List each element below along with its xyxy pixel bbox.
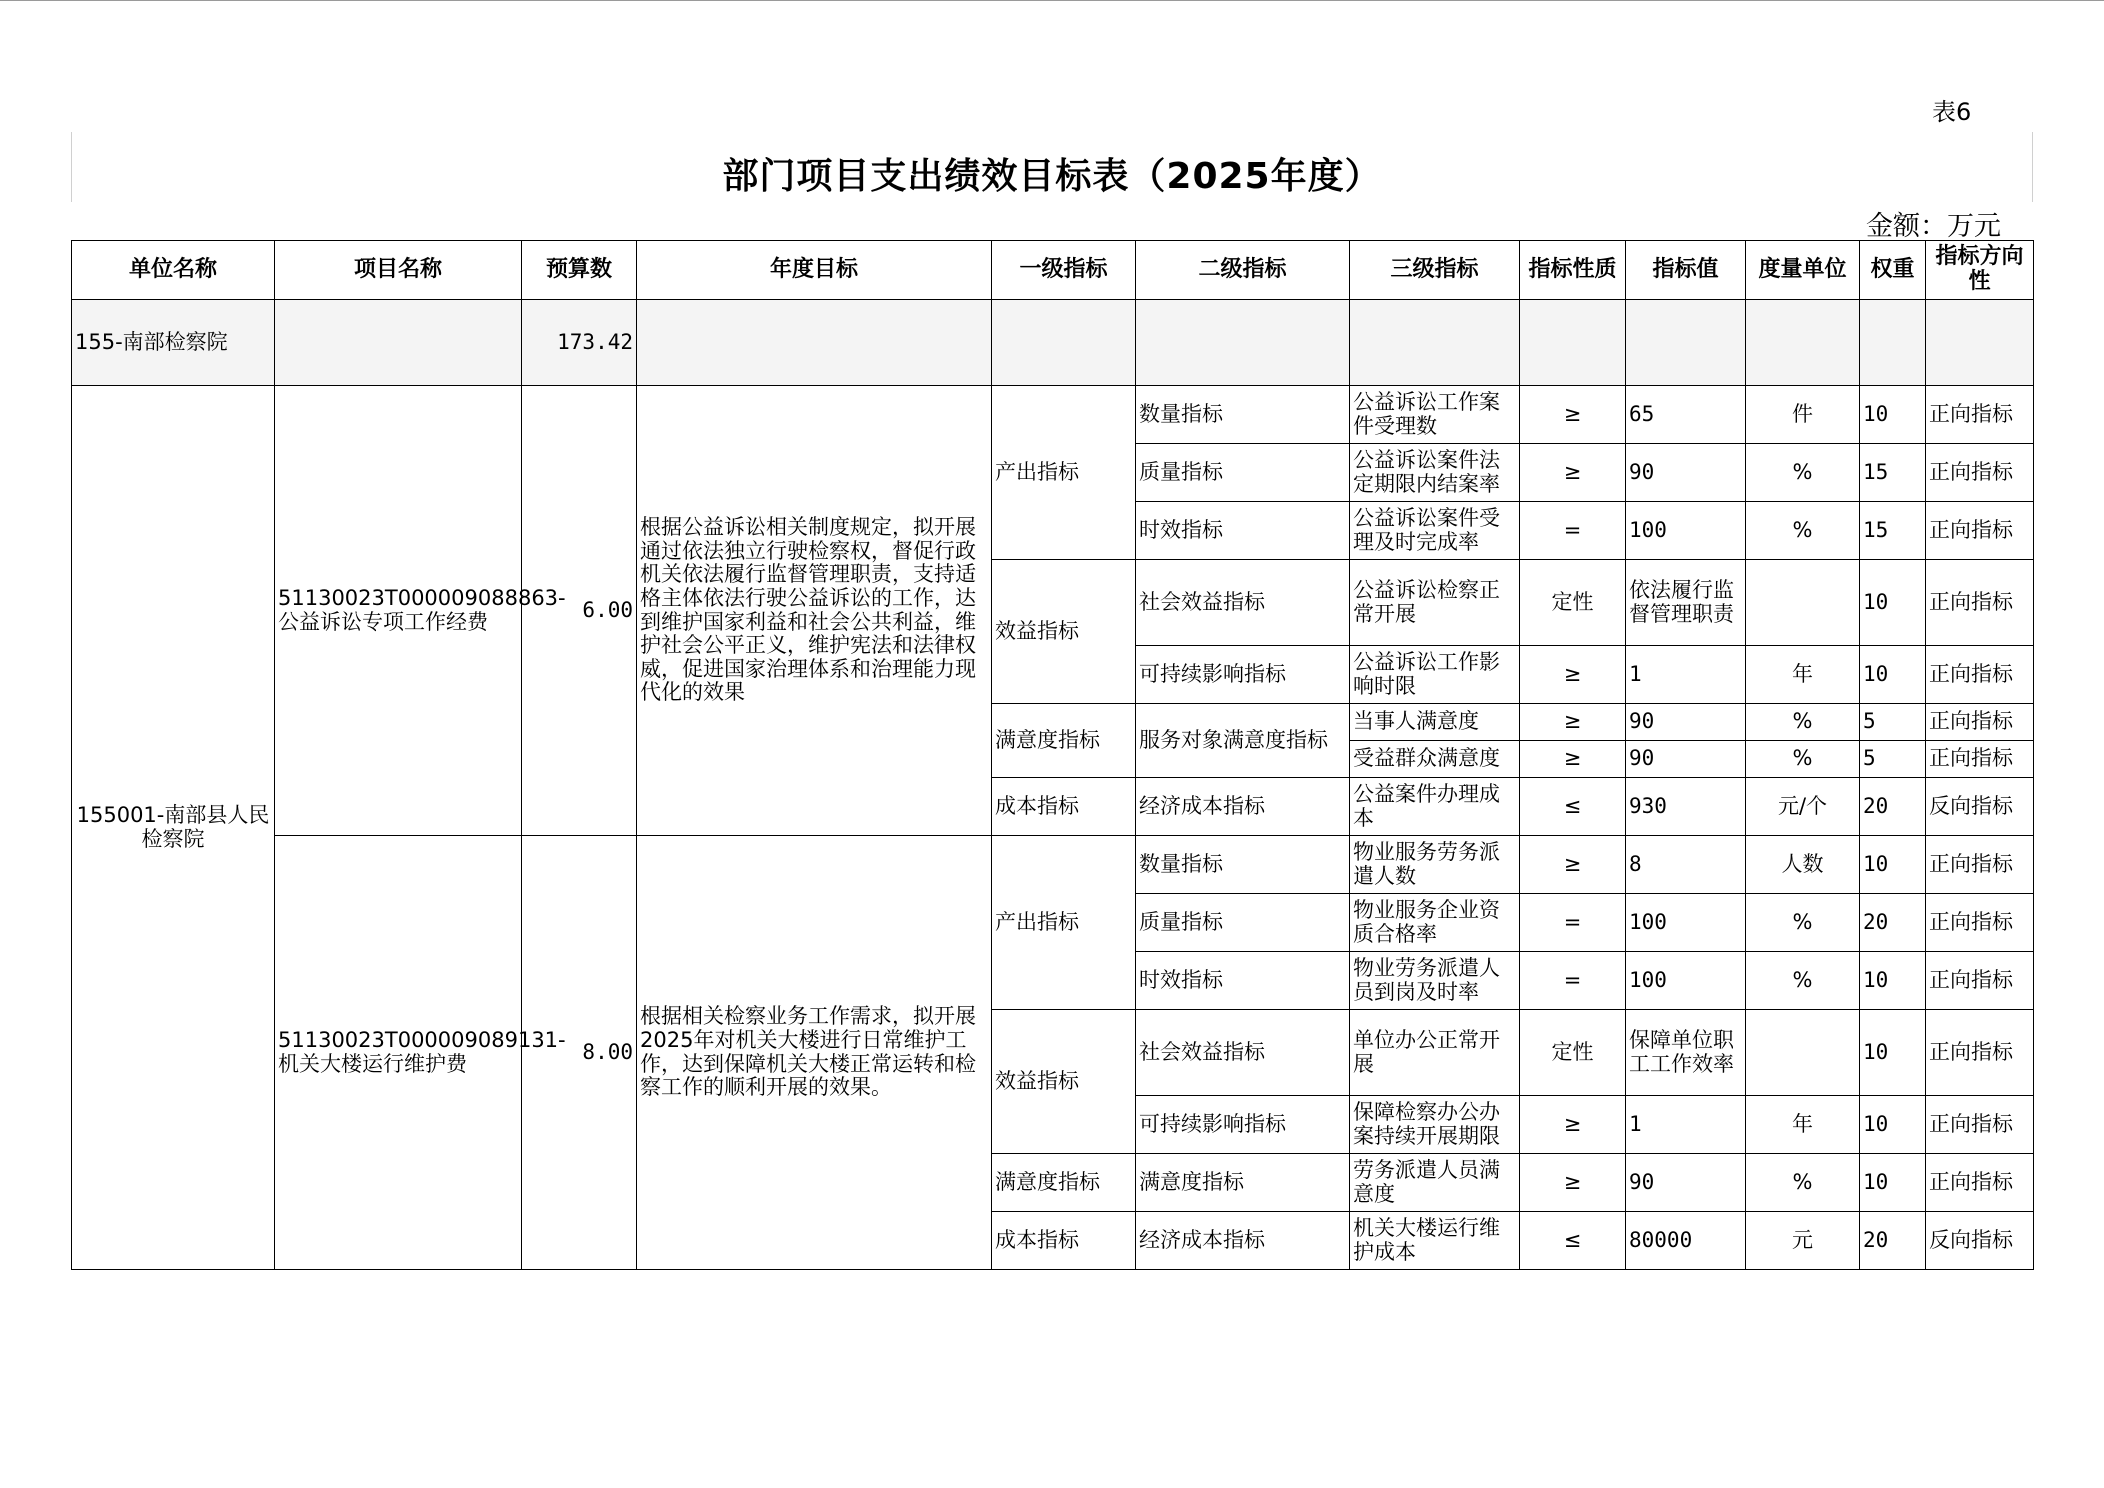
summary-empty — [1350, 300, 1520, 386]
level2-cell: 可持续影响指标 — [1136, 646, 1350, 704]
header-level2: 二级指标 — [1136, 241, 1350, 300]
measure-unit-cell: 元 — [1746, 1212, 1860, 1270]
level3-cell: 公益诉讼案件法定期限内结案率 — [1350, 444, 1520, 502]
value-cell: 保障单位职工工作效率 — [1626, 1010, 1746, 1096]
level2-cell: 质量指标 — [1136, 894, 1350, 952]
direction-cell: 正向指标 — [1926, 444, 2034, 502]
level3-cell: 受益群众满意度 — [1350, 741, 1520, 778]
header-row — [72, 241, 2034, 300]
summary-empty — [637, 300, 992, 386]
value-cell: 100 — [1626, 502, 1746, 560]
level1-cell: 产出指标 — [992, 386, 1136, 560]
annual-goal-cell: 根据相关检察业务工作需求，拟开展2025年对机关大楼进行日常维护工作，达到保障机关大楼正常运转和检察工作的顺利开展的效果。 — [637, 836, 992, 1270]
summary-budget: 173.42 — [522, 300, 637, 386]
nature-cell: ≥ — [1520, 836, 1626, 894]
direction-cell: 反向指标 — [1926, 778, 2034, 836]
value-cell: 1 — [1626, 646, 1746, 704]
table-row — [72, 386, 2034, 444]
level1-cell: 满意度指标 — [992, 704, 1136, 778]
summary-empty — [275, 300, 522, 386]
amount-unit-label: 金额：万元 — [1866, 211, 2001, 242]
page-title: 部门项目支出绩效目标表（2025年度） — [722, 156, 1382, 197]
project-name-cell: 51130023T000009089131-机关大楼运行维护费 — [275, 836, 522, 1270]
measure-unit-cell: % — [1746, 741, 1860, 778]
header-level3: 三级指标 — [1350, 241, 1520, 300]
level1-cell: 满意度指标 — [992, 1154, 1136, 1212]
weight-cell: 10 — [1860, 646, 1926, 704]
level3-cell: 劳务派遣人员满意度 — [1350, 1154, 1520, 1212]
value-cell: 100 — [1626, 894, 1746, 952]
weight-cell: 10 — [1860, 836, 1926, 894]
value-cell: 1 — [1626, 1096, 1746, 1154]
weight-cell: 5 — [1860, 741, 1926, 778]
nature-cell: ≥ — [1520, 704, 1626, 741]
table-number-label: 表6 — [1932, 98, 1972, 126]
value-cell: 90 — [1626, 1154, 1746, 1212]
nature-cell: ≥ — [1520, 741, 1626, 778]
value-cell: 65 — [1626, 386, 1746, 444]
direction-cell: 正向指标 — [1926, 894, 2034, 952]
level1-cell: 成本指标 — [992, 1212, 1136, 1270]
weight-cell: 10 — [1860, 952, 1926, 1010]
direction-cell: 正向指标 — [1926, 741, 2034, 778]
level2-cell: 经济成本指标 — [1136, 1212, 1350, 1270]
summary-empty — [1136, 300, 1350, 386]
measure-unit-cell: % — [1746, 952, 1860, 1010]
weight-cell: 10 — [1860, 560, 1926, 646]
project-budget-cell: 8.00 — [522, 836, 637, 1270]
level3-cell: 公益诉讼工作影响时限 — [1350, 646, 1520, 704]
measure-unit-cell: 年 — [1746, 1096, 1860, 1154]
direction-cell: 正向指标 — [1926, 646, 2034, 704]
summary-empty — [1926, 300, 2034, 386]
header-budget: 预算数 — [522, 241, 637, 300]
summary-empty — [1746, 300, 1860, 386]
nature-cell: = — [1520, 894, 1626, 952]
value-cell: 100 — [1626, 952, 1746, 1010]
nature-cell: ≥ — [1520, 444, 1626, 502]
nature-cell: ≤ — [1520, 1212, 1626, 1270]
project-name-cell: 51130023T000009088863-公益诉讼专项工作经费 — [275, 386, 522, 836]
measure-unit-cell: % — [1746, 444, 1860, 502]
weight-cell: 15 — [1860, 502, 1926, 560]
value-cell: 90 — [1626, 741, 1746, 778]
level2-cell: 质量指标 — [1136, 444, 1350, 502]
nature-cell: 定性 — [1520, 1010, 1626, 1096]
header-measure-unit: 度量单位 — [1746, 241, 1860, 300]
measure-unit-cell: 年 — [1746, 646, 1860, 704]
nature-cell: ≥ — [1520, 1096, 1626, 1154]
performance-goal-table — [71, 240, 2034, 1270]
direction-cell: 正向指标 — [1926, 1154, 2034, 1212]
nature-cell: ≥ — [1520, 1154, 1626, 1212]
level1-cell: 产出指标 — [992, 836, 1136, 1010]
value-cell: 90 — [1626, 444, 1746, 502]
level1-cell: 效益指标 — [992, 560, 1136, 704]
level3-cell: 公益诉讼工作案件受理数 — [1350, 386, 1520, 444]
level3-cell: 当事人满意度 — [1350, 704, 1520, 741]
level3-cell: 机关大楼运行维护成本 — [1350, 1212, 1520, 1270]
direction-cell: 正向指标 — [1926, 836, 2034, 894]
direction-cell: 正向指标 — [1926, 952, 2034, 1010]
direction-cell: 正向指标 — [1926, 1010, 2034, 1096]
weight-cell: 20 — [1860, 778, 1926, 836]
level1-cell: 效益指标 — [992, 1010, 1136, 1154]
direction-cell: 正向指标 — [1926, 560, 2034, 646]
measure-unit-cell: % — [1746, 502, 1860, 560]
summary-empty — [1626, 300, 1746, 386]
nature-cell: ≤ — [1520, 778, 1626, 836]
measure-unit-cell — [1746, 1010, 1860, 1096]
nature-cell: = — [1520, 952, 1626, 1010]
measure-unit-cell: 元/个 — [1746, 778, 1860, 836]
level3-cell: 保障检察办公办案持续开展期限 — [1350, 1096, 1520, 1154]
header-direction: 指标方向性 — [1926, 241, 2034, 300]
level3-cell: 物业服务劳务派遣人数 — [1350, 836, 1520, 894]
header-unit-name: 单位名称 — [72, 241, 275, 300]
weight-cell: 20 — [1860, 1212, 1926, 1270]
direction-cell: 正向指标 — [1926, 386, 2034, 444]
nature-cell: 定性 — [1520, 560, 1626, 646]
value-cell: 依法履行监督管理职责 — [1626, 560, 1746, 646]
level2-cell: 数量指标 — [1136, 386, 1350, 444]
weight-cell: 5 — [1860, 704, 1926, 741]
level2-cell: 时效指标 — [1136, 502, 1350, 560]
summary-row — [72, 300, 2034, 386]
header-nature: 指标性质 — [1520, 241, 1626, 300]
level2-cell: 服务对象满意度指标 — [1136, 704, 1350, 778]
measure-unit-cell: % — [1746, 894, 1860, 952]
header-level1: 一级指标 — [992, 241, 1136, 300]
weight-cell: 20 — [1860, 894, 1926, 952]
measure-unit-cell: % — [1746, 1154, 1860, 1212]
nature-cell: ≥ — [1520, 646, 1626, 704]
value-cell: 930 — [1626, 778, 1746, 836]
weight-cell: 10 — [1860, 386, 1926, 444]
header-weight: 权重 — [1860, 241, 1926, 300]
value-cell: 80000 — [1626, 1212, 1746, 1270]
level2-cell: 时效指标 — [1136, 952, 1350, 1010]
project-budget-cell: 6.00 — [522, 386, 637, 836]
level3-cell: 公益诉讼案件受理及时完成率 — [1350, 502, 1520, 560]
weight-cell: 10 — [1860, 1096, 1926, 1154]
value-cell: 90 — [1626, 704, 1746, 741]
measure-unit-cell: % — [1746, 704, 1860, 741]
level2-cell: 社会效益指标 — [1136, 560, 1350, 646]
measure-unit-cell: 人数 — [1746, 836, 1860, 894]
level3-cell: 单位办公正常开展 — [1350, 1010, 1520, 1096]
direction-cell: 正向指标 — [1926, 1096, 2034, 1154]
measure-unit-cell: 件 — [1746, 386, 1860, 444]
header-project-name: 项目名称 — [275, 241, 522, 300]
weight-cell: 10 — [1860, 1154, 1926, 1212]
direction-cell: 正向指标 — [1926, 704, 2034, 741]
table-row — [72, 836, 2034, 894]
measure-unit-cell — [1746, 560, 1860, 646]
level3-cell: 公益诉讼检察正常开展 — [1350, 560, 1520, 646]
page-top-border — [0, 0, 2104, 1]
header-value: 指标值 — [1626, 241, 1746, 300]
summary-empty — [1860, 300, 1926, 386]
direction-cell: 反向指标 — [1926, 1212, 2034, 1270]
level2-cell: 经济成本指标 — [1136, 778, 1350, 836]
level3-cell: 物业服务企业资质合格率 — [1350, 894, 1520, 952]
value-cell: 8 — [1626, 836, 1746, 894]
annual-goal-cell: 根据公益诉讼相关制度规定，拟开展通过依法独立行驶检察权，督促行政机关依法履行监督管理职责，支持适格主体依法行驶公益诉讼的工作，达到维护国家利益和社会公共利益，维护社会公平正义，维护宪法和法律权威，促进国家治理体系和治理能力现代化的效果 — [637, 386, 992, 836]
weight-cell: 10 — [1860, 1010, 1926, 1096]
direction-cell: 正向指标 — [1926, 502, 2034, 560]
summary-empty — [992, 300, 1136, 386]
unit-name-cell: 155001-南部县人民检察院 — [72, 386, 275, 1270]
level2-cell: 满意度指标 — [1136, 1154, 1350, 1212]
summary-empty — [1520, 300, 1626, 386]
level3-cell: 物业劳务派遣人员到岗及时率 — [1350, 952, 1520, 1010]
level2-cell: 可持续影响指标 — [1136, 1096, 1350, 1154]
level1-cell: 成本指标 — [992, 778, 1136, 836]
nature-cell: ≥ — [1520, 386, 1626, 444]
level2-cell: 社会效益指标 — [1136, 1010, 1350, 1096]
level3-cell: 公益案件办理成本 — [1350, 778, 1520, 836]
weight-cell: 15 — [1860, 444, 1926, 502]
header-annual-goal: 年度目标 — [637, 241, 992, 300]
nature-cell: = — [1520, 502, 1626, 560]
summary-unit: 155-南部检察院 — [72, 300, 275, 386]
level2-cell: 数量指标 — [1136, 836, 1350, 894]
